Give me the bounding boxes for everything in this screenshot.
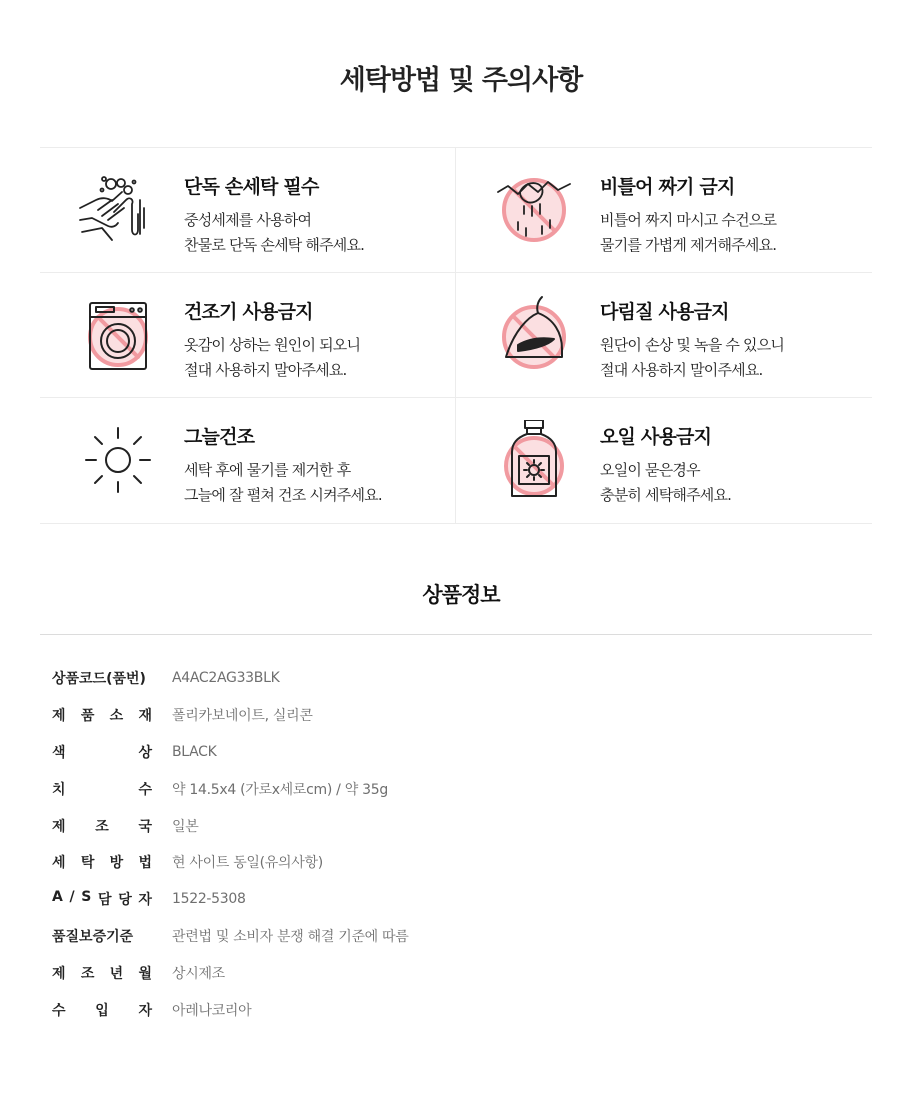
info-label (52, 926, 152, 946)
no-dryer-icon (78, 295, 158, 375)
care-item-description: 세탁 후에 물기를 제거한 후 그늘에 잘 펼쳐 건조 시켜주세요. (184, 461, 382, 504)
info-label-char: 세 (52, 855, 66, 872)
info-row (52, 807, 852, 844)
info-label-char: 년 (109, 965, 124, 982)
info-label (52, 816, 152, 836)
info-label-char: S (81, 889, 92, 906)
care-item-title: 오일 사용금지 (600, 426, 712, 448)
info-label-char: 품질보증기준 (52, 928, 134, 945)
info-row (52, 991, 852, 1028)
info-label-char: 담 (98, 892, 112, 909)
info-label (52, 668, 152, 688)
info-label-char: 제 (52, 965, 66, 982)
info-label-char: 제 (52, 818, 66, 835)
care-item-title: 다림질 사용금지 (600, 301, 729, 323)
info-label-char: 상 (138, 744, 152, 761)
info-label (52, 852, 152, 872)
care-section-title: 세탁방법 및 주의사항 (339, 65, 583, 96)
shade-dry-sun-icon (78, 420, 158, 500)
info-label-char: 소 (109, 708, 124, 725)
no-oil-icon (494, 420, 574, 500)
info-label-char: 당 (118, 892, 132, 909)
info-label-char: 상품코드(품번) (52, 671, 146, 688)
care-item-no-wring (456, 148, 872, 273)
care-item-no-iron (456, 273, 872, 398)
info-label-char: 품 (80, 708, 95, 725)
info-label (52, 1000, 152, 1020)
info-row (52, 881, 852, 918)
info-label-char: 치 (52, 781, 66, 798)
info-label-char: 국 (138, 818, 152, 835)
info-label-char: 제 (52, 708, 66, 725)
info-row (52, 918, 852, 955)
care-item-description: 중성세제를 사용하여 찬물로 단독 손세탁 해주세요. (184, 211, 365, 254)
info-label-char: A (52, 889, 63, 906)
info-label-char: 방 (109, 855, 124, 872)
info-label-char: 입 (95, 1002, 109, 1019)
care-item-description: 비틀어 짜지 마시고 수건으로 물기를 가볍게 제거해주세요. (600, 211, 777, 254)
care-item-no-oil (456, 398, 872, 523)
product-info-title: 상품정보 (422, 583, 500, 607)
info-label-char: 월 (138, 965, 152, 982)
care-item-description: 옷감이 상하는 원인이 되오니 절대 사용하지 말아주세요. (184, 336, 361, 379)
info-value: 상시제조 (172, 965, 225, 982)
info-value: BLACK (172, 743, 217, 760)
info-label (52, 963, 152, 983)
info-row (52, 697, 852, 734)
info-label-char: 수 (52, 1002, 66, 1019)
care-item-hand-wash (40, 148, 456, 273)
care-item-shade-dry (40, 398, 456, 523)
info-label-char: 조 (95, 818, 109, 835)
info-row (52, 734, 852, 771)
info-value: A4AC2AG33BLK (172, 670, 280, 687)
info-value: 폴리카보네이트, 실리콘 (172, 708, 313, 725)
info-value: 관련법 및 소비자 분쟁 해결 기준에 따름 (172, 928, 409, 945)
info-value: 현 사이트 동일(유의사항) (172, 855, 323, 872)
care-instructions-grid (40, 147, 872, 524)
info-label-char: 재 (138, 708, 152, 725)
no-wring-icon (494, 170, 574, 250)
info-row (52, 660, 852, 697)
info-value: 일본 (172, 818, 199, 835)
care-item-no-dryer (40, 273, 456, 398)
care-item-title: 그늘건조 (184, 426, 255, 448)
info-label-char: 자 (138, 892, 152, 909)
info-label-char: 탁 (80, 855, 95, 872)
product-info-table (52, 660, 852, 1028)
info-row (52, 844, 852, 881)
info-label-char: 수 (138, 781, 152, 798)
info-label-char: 색 (52, 744, 66, 761)
info-label-char: 조 (80, 965, 95, 982)
no-iron-icon (494, 295, 574, 375)
care-item-description: 원단이 손상 및 녹을 수 있으니 절대 사용하지 말이주세요. (600, 336, 785, 379)
care-item-title: 건조기 사용금지 (184, 301, 313, 323)
care-item-title: 단독 손세탁 필수 (184, 176, 319, 198)
care-item-title: 비틀어 짜기 금지 (600, 176, 735, 198)
info-label (52, 742, 152, 762)
care-item-description: 오일이 묻은경우 충분히 세탁해주세요. (600, 461, 732, 504)
info-label-char: 자 (138, 1002, 152, 1019)
info-value: 1522-5308 (172, 891, 246, 908)
info-row (52, 770, 852, 807)
info-label (52, 779, 152, 799)
info-label (52, 705, 152, 725)
hand-wash-icon (78, 170, 158, 250)
info-value: 약 14.5x4 (가로x세로cm) / 약 35g (172, 781, 388, 798)
info-label-char: / (69, 889, 75, 906)
info-value: 아레나코리아 (172, 1002, 252, 1019)
divider (40, 634, 872, 635)
info-row (52, 954, 852, 991)
info-label (52, 889, 152, 909)
info-label-char: 법 (138, 855, 152, 872)
